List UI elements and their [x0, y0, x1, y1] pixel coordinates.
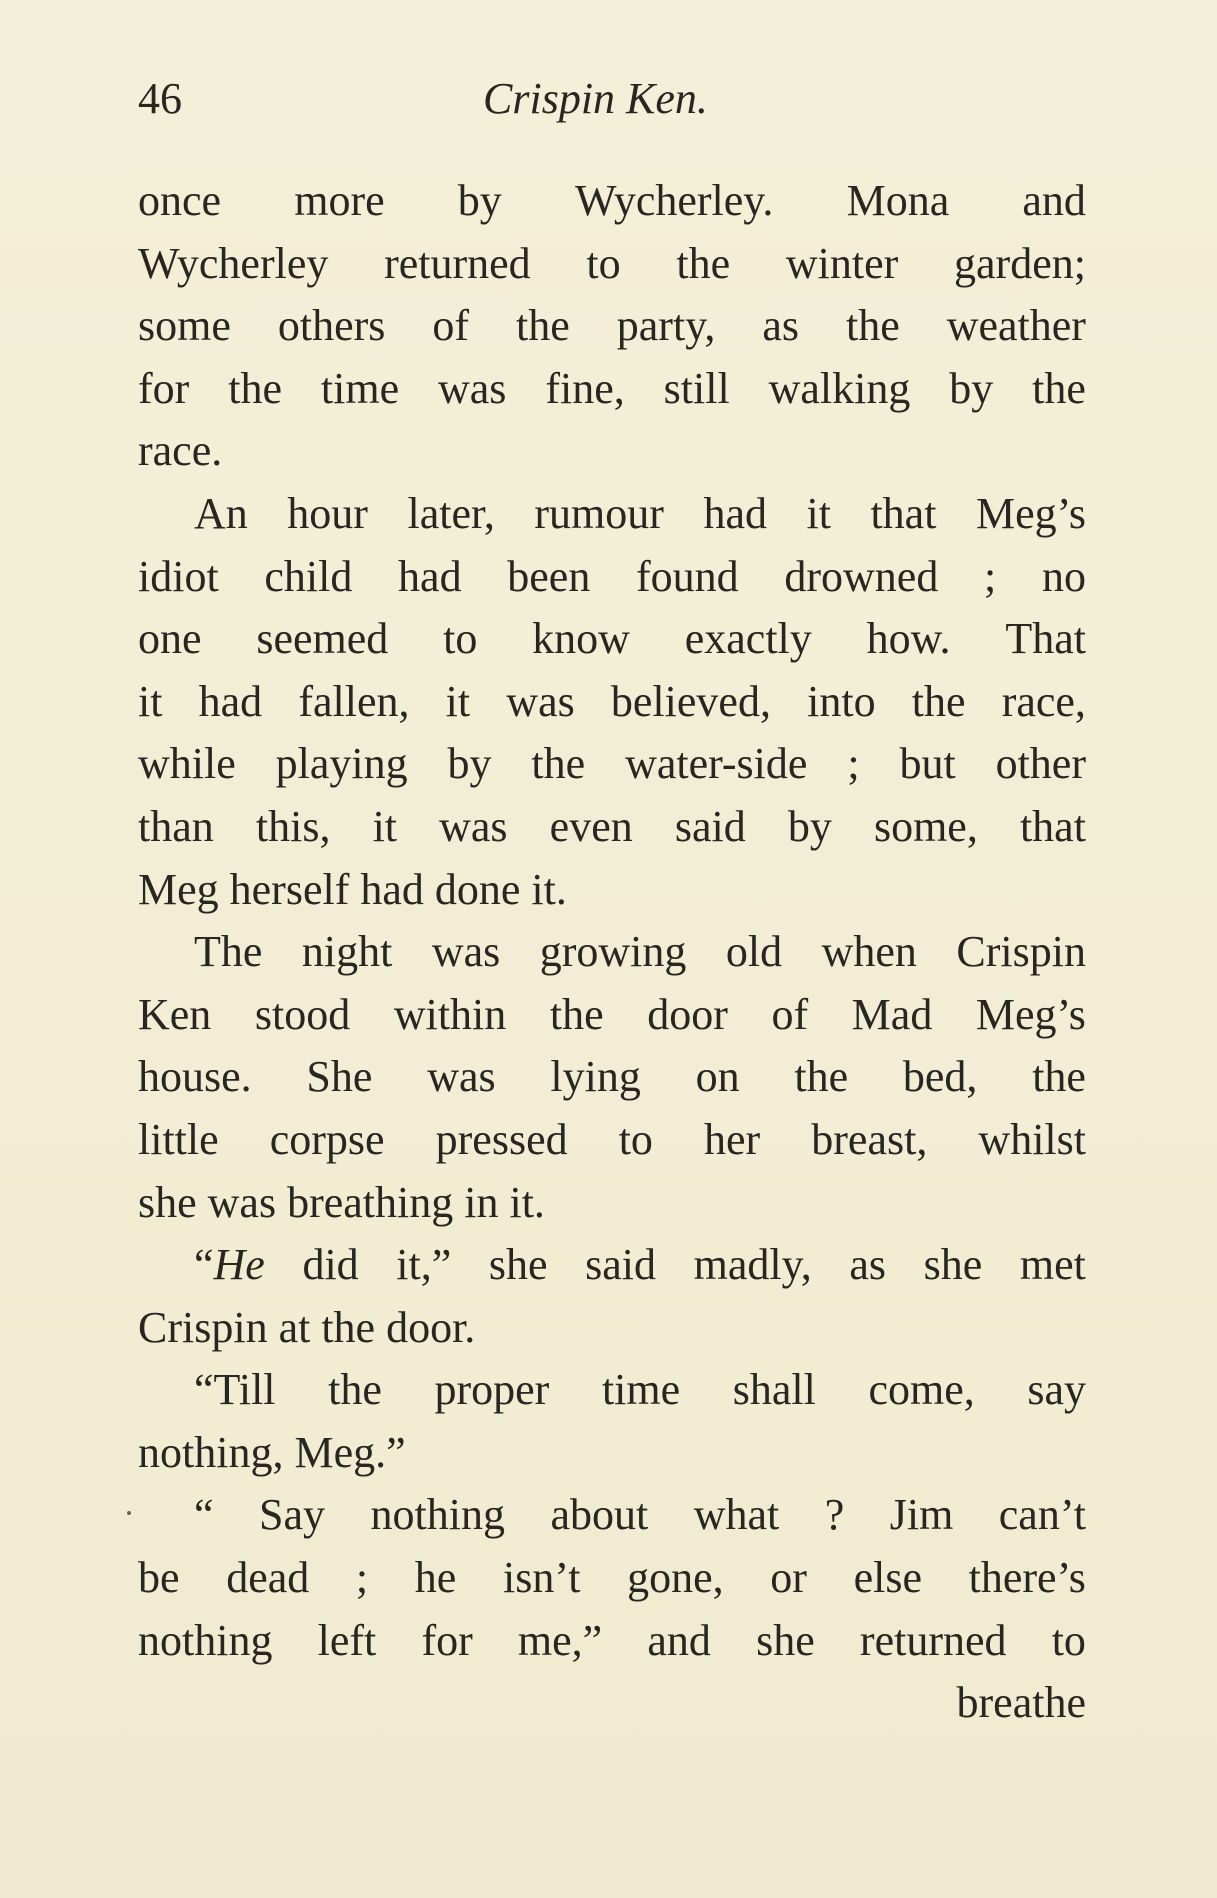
line-word: the — [328, 1365, 382, 1415]
line-word: Mad — [851, 989, 933, 1039]
line-word: the — [911, 676, 966, 726]
line-word: still — [663, 363, 730, 413]
text-line — [138, 796, 1086, 859]
line-word: said — [674, 801, 746, 851]
line-word: time — [601, 1365, 681, 1415]
line-word: winter — [785, 238, 899, 288]
text-line — [138, 1359, 1086, 1422]
text-line: race. — [138, 426, 223, 476]
line-word: come, — [868, 1365, 975, 1415]
line-word: “He — [194, 1240, 265, 1290]
line-word: no — [1041, 551, 1086, 601]
line-word: pressed — [435, 1114, 568, 1164]
line-word: by — [949, 363, 994, 413]
line-word: the — [1032, 1052, 1086, 1102]
stray-mark — [127, 1511, 131, 1515]
body-text — [138, 170, 1086, 1735]
line-word: the — [676, 238, 731, 288]
running-title: Crispin Ken. — [483, 74, 708, 123]
line-word: playing — [275, 739, 408, 789]
line-word: and — [1022, 176, 1086, 225]
text-line: breathe — [956, 1678, 1086, 1728]
line-word: corpse — [269, 1114, 385, 1164]
line-word: by — [457, 176, 502, 225]
line-word: was — [439, 801, 508, 851]
line-word: to — [1051, 1615, 1086, 1665]
line-word: left — [317, 1615, 377, 1665]
line-word: child — [264, 551, 353, 601]
line-word: fine, — [545, 363, 625, 413]
line-word: there’s — [968, 1553, 1086, 1603]
line-word: nothing — [370, 1490, 505, 1540]
line-word: Meg’s — [975, 488, 1086, 538]
line-word: once — [138, 176, 222, 225]
line-word: Wycherley. — [574, 176, 774, 225]
line-word: water-side — [625, 739, 808, 789]
line-word: the — [549, 989, 604, 1039]
line-word: other — [995, 739, 1086, 789]
line-word: bed, — [902, 1052, 978, 1102]
line-word: had — [703, 488, 767, 538]
line-word: say — [1027, 1365, 1086, 1415]
line-word: others — [277, 301, 386, 351]
line-word: it — [138, 676, 163, 726]
line-word: time — [320, 363, 400, 413]
page-header — [138, 64, 1086, 134]
line-word: even — [549, 801, 633, 851]
line-word: gone, — [627, 1553, 724, 1603]
line-word: walking — [768, 363, 911, 413]
line-word: to — [586, 238, 621, 288]
text-line — [138, 1610, 1086, 1673]
line-word: Say — [259, 1490, 326, 1540]
line-word: when — [821, 927, 917, 977]
line-word: night — [301, 927, 393, 977]
line-word: old — [725, 927, 783, 977]
line-word: or — [770, 1553, 807, 1603]
line-word: believed, — [610, 676, 771, 726]
line-word: and — [647, 1615, 711, 1665]
text-line — [138, 546, 1086, 609]
line-word: isn’t — [502, 1553, 581, 1603]
text-line — [138, 295, 1086, 358]
text-line — [138, 1046, 1086, 1109]
line-word: it — [372, 801, 398, 851]
line-word: can’t — [998, 1490, 1086, 1540]
line-word: garden; — [954, 238, 1086, 288]
line-word: race, — [1001, 676, 1086, 726]
line-word: the — [1032, 363, 1086, 413]
line-word: dead — [226, 1553, 310, 1603]
text-line — [138, 233, 1086, 296]
line-word: it,” — [396, 1240, 452, 1290]
line-word: the — [531, 739, 586, 789]
line-word: some — [138, 301, 231, 351]
line-word: ; — [847, 739, 860, 789]
line-word: Mona — [846, 176, 950, 225]
line-word: for — [138, 363, 190, 413]
text-line: she was breathing in it. — [138, 1177, 545, 1227]
line-word: ; — [984, 551, 997, 601]
line-word: breast, — [811, 1114, 928, 1164]
line-word: her — [704, 1114, 761, 1164]
line-word: fallen, — [298, 676, 410, 726]
line-word: growing — [539, 927, 687, 977]
line-word: said — [585, 1240, 657, 1290]
line-word: on — [695, 1052, 740, 1102]
line-word: was — [431, 927, 501, 977]
text-line — [138, 984, 1086, 1047]
line-word: Wycherley — [138, 238, 329, 288]
line-word: but — [899, 739, 956, 789]
line-word: was — [438, 363, 507, 413]
line-word: this, — [255, 801, 331, 851]
text-line: nothing, Meg.” — [138, 1427, 406, 1477]
line-word: returned — [859, 1615, 1007, 1665]
line-word: it — [445, 676, 471, 726]
line-word: whilst — [978, 1114, 1086, 1164]
line-word: know — [532, 614, 630, 664]
line-word: little — [138, 1114, 219, 1164]
text-line: Meg herself had done it. — [138, 864, 567, 914]
line-word: of — [771, 989, 809, 1039]
line-word: She — [306, 1052, 373, 1102]
text-line — [138, 921, 1086, 984]
line-word: seemed — [256, 614, 389, 664]
line-word: what — [693, 1490, 780, 1540]
line-word: lying — [550, 1052, 641, 1102]
line-word: proper — [434, 1365, 550, 1415]
line-word: she — [756, 1615, 815, 1665]
line-word: house. — [138, 1052, 252, 1102]
line-word: she — [488, 1240, 548, 1290]
text-line — [138, 733, 1086, 796]
text-line — [138, 483, 1086, 546]
line-word: Jim — [889, 1490, 954, 1540]
line-word: within — [393, 989, 507, 1039]
line-word: the — [845, 301, 900, 351]
line-word: it — [806, 488, 831, 538]
line-word: nothing — [138, 1615, 273, 1665]
line-word: door — [647, 989, 728, 1039]
line-word: me,” — [517, 1615, 603, 1665]
line-word: the — [516, 301, 570, 351]
line-word: else — [853, 1553, 922, 1603]
line-word: some, — [873, 801, 978, 851]
line-word: as — [849, 1240, 887, 1290]
line-word: weather — [946, 301, 1086, 351]
line-word: he — [414, 1553, 457, 1603]
line-word: as — [762, 301, 799, 351]
line-word: exactly — [684, 614, 812, 664]
line-word: by — [787, 801, 832, 851]
text-line: Crispin at the door. — [138, 1302, 476, 1352]
line-word: than — [138, 801, 214, 851]
line-word: drowned — [784, 551, 939, 601]
text-line — [138, 1109, 1086, 1172]
line-word: for — [421, 1615, 473, 1665]
line-word: was — [506, 676, 575, 726]
line-word: The — [194, 927, 263, 977]
line-word: Meg’s — [975, 989, 1086, 1039]
line-word: been — [507, 551, 591, 601]
text-line — [138, 358, 1086, 421]
line-word: later, — [407, 488, 495, 538]
line-word: was — [427, 1052, 496, 1102]
line-word: by — [447, 739, 492, 789]
line-word: “ — [194, 1490, 214, 1540]
text-line — [138, 1234, 1086, 1297]
text-line — [138, 170, 1086, 233]
line-word: that — [1019, 801, 1086, 851]
line-word: rumour — [534, 488, 664, 538]
line-word: one — [138, 614, 202, 664]
text-line — [138, 671, 1086, 734]
line-word: more — [294, 176, 385, 225]
line-word: “Till — [194, 1365, 276, 1415]
line-word: be — [138, 1553, 180, 1603]
line-word: stood — [254, 989, 351, 1039]
line-word: did — [302, 1240, 359, 1290]
line-word: Ken — [138, 989, 212, 1039]
line-word: she — [923, 1240, 983, 1290]
line-word: the — [794, 1052, 849, 1102]
line-word: while — [138, 739, 236, 789]
line-word: to — [443, 614, 478, 664]
line-word: That — [1005, 614, 1086, 664]
line-word: to — [618, 1114, 653, 1164]
line-word: had — [198, 676, 263, 726]
line-word: returned — [384, 238, 531, 288]
line-word: An — [194, 488, 248, 538]
page-number: 46 — [138, 74, 182, 123]
line-word: how. — [866, 614, 951, 664]
text-line — [138, 1484, 1086, 1547]
line-word: about — [550, 1490, 649, 1540]
line-word: Crispin — [956, 927, 1086, 977]
text-line — [138, 608, 1086, 671]
line-word: shall — [732, 1365, 816, 1415]
line-word: ? — [824, 1490, 845, 1540]
line-word: the — [228, 363, 282, 413]
line-word: of — [432, 301, 470, 351]
line-word: had — [398, 551, 462, 601]
line-word: party, — [616, 301, 716, 351]
line-word: madly, — [693, 1240, 812, 1290]
line-word: hour — [287, 488, 368, 538]
line-word: met — [1019, 1240, 1086, 1290]
line-word: into — [807, 676, 876, 726]
line-word: ; — [355, 1553, 369, 1603]
line-word: found — [636, 551, 739, 601]
text-line — [138, 1547, 1086, 1610]
line-word: idiot — [138, 551, 219, 601]
line-word: that — [870, 488, 937, 538]
